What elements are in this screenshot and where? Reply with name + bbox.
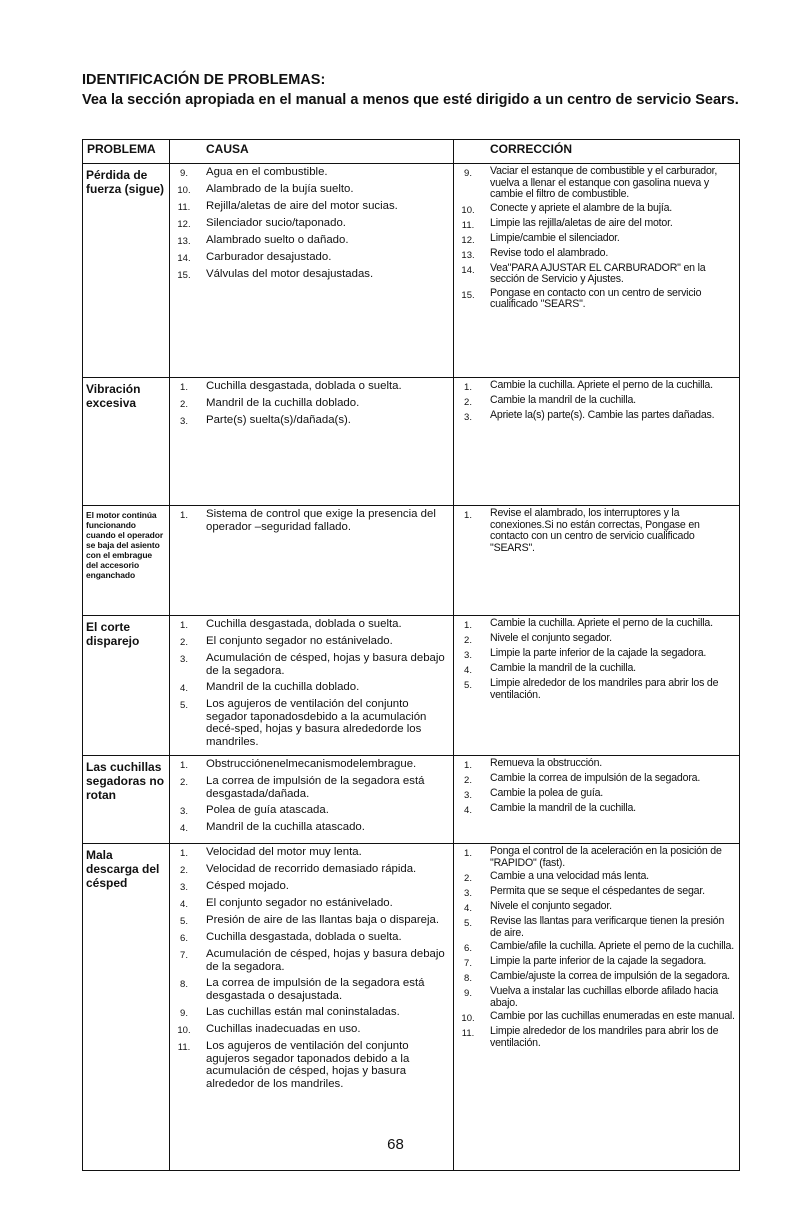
cause-number: 11. (177, 1042, 191, 1053)
correction-item (454, 1026, 739, 1049)
correction-number: 9. (464, 988, 472, 999)
correction-number: 4. (464, 665, 472, 676)
cause-number: 2. (180, 777, 188, 788)
correction-number: 5. (464, 680, 472, 691)
correction-item (454, 648, 739, 661)
cause-text: Mandril de la cuchilla doblado. (206, 397, 360, 409)
correction-item (454, 773, 739, 786)
cause-cell (170, 378, 454, 506)
cause-text: El conjunto segador no estánivelado. (206, 635, 393, 647)
cause-number: 5. (180, 916, 188, 927)
correction-cell (454, 616, 740, 756)
cause-text: Rejilla/aletas de aire del motor sucias. (206, 200, 398, 212)
correction-item (454, 788, 739, 801)
cause-item (170, 880, 453, 893)
cause-number: 10. (177, 185, 191, 196)
cause-number: 1. (180, 760, 188, 771)
cause-number: 5. (180, 700, 188, 711)
correction-text: Conecte y apriete el alambre de la bujía. (490, 201, 673, 214)
correction-text: Cambie a una velocidad más lenta. (490, 870, 649, 882)
cause-item (170, 251, 453, 264)
cause-item (170, 977, 453, 1002)
cause-cell (170, 756, 454, 844)
correction-item (454, 1011, 739, 1024)
correction-number: 2. (464, 635, 472, 646)
correction-number: 11. (461, 1028, 475, 1039)
cause-text: Los agujeros de ventilación del conjunto agujeros segador taponados debido a la acumulación de césped, hojas y basura alrededor de los mandriles. (206, 1040, 410, 1090)
correction-text: Cambie la mandril de la cuchilla. (490, 394, 636, 406)
cause-text: Polea de guía atascada. (206, 804, 329, 816)
correction-text: Cambie/afile la cuchilla. Apriete el perno de la cuchilla. (490, 940, 734, 952)
correction-number: 3. (464, 412, 472, 423)
cause-item (170, 183, 453, 196)
correction-text: Revise el alambrado, los interruptores y la conexiones.Si no están correctas, Pongase en contacto con un centro de servicio cualificado "SEARS". (490, 507, 700, 554)
cause-text: Carburador desajustado. (206, 251, 332, 263)
correction-number: 2. (464, 397, 472, 408)
cause-number: 8. (180, 979, 188, 990)
correction-item (454, 618, 739, 631)
cause-number: 9. (180, 168, 188, 179)
correction-number: 1. (464, 510, 472, 521)
correction-number: 9. (464, 168, 472, 179)
header-problema: PROBLEMA (83, 140, 170, 164)
correction-number: 1. (464, 382, 472, 393)
correction-item (454, 803, 739, 816)
table-row (83, 844, 740, 1171)
cause-item (170, 217, 453, 230)
correction-cell (454, 844, 740, 1171)
problem-cell: Las cuchillas segadoras no rotan (83, 756, 170, 844)
correction-item (454, 971, 739, 984)
cause-number: 2. (180, 865, 188, 876)
cause-number: 4. (180, 683, 188, 694)
cause-cell (170, 164, 454, 378)
problem-cell: Mala descarga del césped (83, 844, 170, 1171)
cause-item (170, 897, 453, 910)
correction-cell (454, 164, 740, 378)
correction-item (454, 678, 739, 701)
cause-text: Alambrado de la bujía suelto. (206, 183, 354, 195)
correction-item (454, 886, 739, 899)
cause-cell (170, 616, 454, 756)
cause-text: Los agujeros de ventilación del conjunto segador taponadosdebido a la acumulación decé-sped, hojas y basura alrededorde los mandriles. (206, 698, 427, 748)
cause-item (170, 681, 453, 694)
correction-item (454, 956, 739, 969)
cause-number: 10. (177, 1025, 191, 1036)
cause-text: Alambrado suelto o dañado. (206, 234, 349, 246)
correction-item (454, 758, 739, 771)
page-heading (82, 71, 742, 109)
correction-number: 10. (461, 204, 475, 216)
cause-number: 1. (180, 510, 188, 521)
cause-item (170, 166, 453, 179)
correction-number: 3. (464, 790, 472, 801)
correction-text: Ponga el control de la aceleración en la posición de "RAPIDO" (fast). (490, 845, 722, 869)
cause-text: Cuchilla desgastada, doblada o suelta. (206, 618, 402, 630)
cause-text: Cuchilla desgastada, doblada o suelta. (206, 931, 402, 943)
cause-text: Cuchillas inadecuadas en uso. (206, 1023, 361, 1035)
correction-text: Cambie la correa de impulsión de la segadora. (490, 772, 701, 784)
correction-text: Remueva la obstrucción. (490, 757, 603, 769)
correction-number: 4. (464, 903, 472, 914)
correction-item (454, 508, 739, 554)
correction-item (454, 916, 739, 939)
correction-text: Cambie por las cuchillas enumeradas en este manual. (490, 1010, 735, 1022)
cause-number: 7. (180, 950, 188, 961)
correction-text: Vaciar el estanque de combustible y el carburador, vuelva a llenar el estanque con gasolina nueva y cambie el filtro de combustible. (490, 165, 718, 200)
cause-item (170, 414, 453, 427)
cause-text: Césped mojado. (206, 880, 289, 892)
cause-number: 2. (180, 399, 188, 410)
correction-number: 1. (464, 848, 472, 859)
correction-number: 7. (464, 958, 472, 969)
correction-number: 14. (461, 264, 475, 276)
cause-number: 1. (180, 620, 188, 631)
correction-text: Vea"PARA AJUSTAR EL CARBURADOR" en la sección de Servicio y Ajustes. (490, 261, 706, 285)
cause-text: Presión de aire de las llantas baja o dispareja. (206, 914, 440, 926)
cause-cell (170, 844, 454, 1171)
correction-text: Cambie la cuchilla. Apriete el perno de la cuchilla. (490, 617, 713, 629)
correction-text: Nivele el conjunto segador. (490, 632, 612, 644)
cause-item (170, 914, 453, 927)
cause-text: Parte(s) suelta(s)/dañada(s). (206, 414, 351, 426)
correction-text: Permita que se seque el céspedantes de segar. (490, 885, 705, 897)
correction-item (454, 288, 739, 311)
cause-item (170, 1006, 453, 1019)
cause-item (170, 380, 453, 393)
correction-text: Limpie/cambie el silenciador. (490, 231, 620, 244)
cause-text: Cuchilla desgastada, doblada o suelta. (206, 380, 402, 392)
cause-number: 14. (177, 253, 191, 264)
correction-text: Limpie la parte inferior de la cajade la segadora. (490, 647, 707, 659)
correction-number: 3. (464, 888, 472, 899)
cause-text: Obstrucciónenelmecanismodelembrague. (206, 758, 417, 770)
cause-item (170, 775, 453, 800)
correction-number: 6. (464, 943, 472, 954)
section-title: IDENTIFICACIÓN DE PROBLEMAS: (82, 72, 326, 88)
header-causa (170, 140, 454, 164)
cause-number: 3. (180, 416, 188, 427)
cause-number: 15. (177, 270, 191, 281)
correction-text: Limpie alrededor de los mandriles para abrir los de ventilación. (490, 677, 719, 701)
cause-item (170, 618, 453, 631)
correction-item (454, 986, 739, 1009)
cause-item (170, 234, 453, 247)
header-correccion-label: CORRECCIÓN (490, 142, 573, 156)
correction-item (454, 166, 739, 201)
correction-item (454, 941, 739, 954)
correction-number: 4. (464, 805, 472, 816)
correction-text: Cambie la mandril de la cuchilla. (490, 662, 636, 674)
cause-text: Silenciador sucio/taponado. (206, 217, 346, 229)
cause-item (170, 652, 453, 677)
table-row (83, 506, 740, 616)
cause-item (170, 804, 453, 817)
correction-item (454, 633, 739, 646)
troubleshooting-table (82, 139, 740, 1171)
correction-text: Apriete la(s) parte(s). Cambie las partes dañadas. (490, 409, 715, 421)
table-row (83, 616, 740, 756)
correction-item (454, 871, 739, 884)
correction-text: Limpie alrededor de los mandriles para abrir los de ventilación. (490, 1025, 719, 1049)
correction-item (454, 233, 739, 246)
cause-text: El conjunto segador no estánivelado. (206, 897, 393, 909)
cause-item (170, 1023, 453, 1036)
cause-number: 11. (177, 202, 191, 213)
correction-number: 10. (461, 1013, 475, 1024)
cause-item (170, 846, 453, 859)
cause-text: Velocidad del motor muy lenta. (206, 846, 362, 858)
cause-number: 3. (180, 882, 188, 893)
cause-item (170, 200, 453, 213)
correction-number: 2. (464, 873, 472, 884)
cause-item (170, 268, 453, 281)
cause-number: 6. (180, 933, 188, 944)
cause-item (170, 635, 453, 648)
correction-text: Cambie la mandril de la cuchilla. (490, 802, 636, 814)
correction-text: Revise todo el alambrado. (490, 246, 609, 259)
correction-item (454, 218, 739, 231)
correction-text: Cambie la cuchilla. Apriete el perno de la cuchilla. (490, 379, 713, 391)
correction-item (454, 263, 739, 286)
correction-item (454, 248, 739, 261)
correction-text: Revise las llantas para verificarque tienen la presión de aire. (490, 915, 725, 939)
cause-text: Sistema de control que exige la presencia del operador –seguridad fallado. (206, 508, 436, 533)
cause-item (170, 698, 453, 748)
cause-number: 1. (180, 848, 188, 859)
correction-number: 1. (464, 620, 472, 631)
cause-text: La correa de impulsión de la segadora está desgastada/dañada. (206, 775, 425, 800)
cause-number: 9. (180, 1008, 188, 1019)
cause-text: Mandril de la cuchilla atascado. (206, 821, 365, 833)
header-correccion (454, 140, 740, 164)
correction-text: Limpie la parte inferior de la cajade la segadora. (490, 955, 707, 967)
correction-item (454, 901, 739, 914)
correction-number: 11. (461, 219, 475, 231)
cause-number: 12. (177, 219, 191, 230)
correction-item (454, 663, 739, 676)
table-row (83, 164, 740, 378)
problem-cell: Vibración excesiva (83, 378, 170, 506)
problem-cell: El motor continúa funcionando cuando el operador se baja del asiento con el embrague del accesorio enganchado (83, 506, 170, 616)
cause-number: 3. (180, 654, 188, 665)
cause-text: Válvulas del motor desajustadas. (206, 268, 374, 280)
cause-text: Mandril de la cuchilla doblado. (206, 681, 360, 693)
cause-item (170, 863, 453, 876)
correction-number: 13. (461, 249, 475, 261)
cause-item (170, 758, 453, 771)
correction-text: Nivele el conjunto segador. (490, 900, 612, 912)
correction-number: 8. (464, 973, 472, 984)
cause-text: Las cuchillas están mal coninstaladas. (206, 1006, 400, 1018)
correction-text: Pongase en contacto con un centro de servicio cualificado "SEARS". (490, 286, 702, 310)
cause-number: 1. (180, 382, 188, 393)
correction-text: Limpie las rejilla/aletas de aire del motor. (490, 216, 673, 229)
cause-cell (170, 506, 454, 616)
correction-cell (454, 756, 740, 844)
correction-text: Vuelva a instalar las cuchillas elborde afilado hacia abajo. (490, 985, 719, 1009)
cause-number: 3. (180, 806, 188, 817)
cause-number: 4. (180, 899, 188, 910)
correction-cell (454, 506, 740, 616)
correction-item (454, 846, 739, 869)
correction-item (454, 203, 739, 216)
table-body (83, 164, 740, 1171)
correction-number: 1. (464, 760, 472, 771)
correction-item (454, 410, 739, 423)
problem-cell: Pérdida de fuerza (sigue) (83, 164, 170, 378)
correction-text: Cambie/ajuste la correa de impulsión de la segadora. (490, 970, 730, 982)
cause-text: Acumulación de césped, hojas y basura debajo de la segadora. (206, 948, 445, 973)
page-number: 68 (387, 1136, 404, 1153)
cause-number: 4. (180, 823, 188, 834)
cause-text: Agua en el combustible. (206, 166, 328, 178)
correction-item (454, 395, 739, 408)
section-instruction: Vea la sección apropiada en el manual a menos que esté dirigido a un centro de servicio Sears. (82, 92, 739, 108)
correction-number: 5. (464, 918, 472, 929)
cause-item (170, 397, 453, 410)
cause-text: La correa de impulsión de la segadora está desgastada o desajustada. (206, 977, 425, 1002)
cause-text: Velocidad de recorrido demasiado rápida. (206, 863, 417, 875)
table-row (83, 378, 740, 506)
cause-number: 2. (180, 637, 188, 648)
correction-item (454, 380, 739, 393)
correction-number: 3. (464, 650, 472, 661)
table-row (83, 756, 740, 844)
cause-text: Acumulación de césped, hojas y basura debajo de la segadora. (206, 652, 445, 677)
problem-cell: El corte disparejo (83, 616, 170, 756)
correction-number: 15. (461, 289, 475, 301)
cause-item (170, 508, 453, 533)
table-header-row (83, 140, 740, 164)
cause-item (170, 948, 453, 973)
cause-number: 13. (177, 236, 191, 247)
cause-item (170, 931, 453, 944)
correction-number: 12. (461, 234, 475, 246)
correction-text: Cambie la polea de guía. (490, 787, 604, 799)
cause-item (170, 821, 453, 834)
correction-cell (454, 378, 740, 506)
cause-item (170, 1040, 453, 1090)
correction-number: 2. (464, 775, 472, 786)
header-causa-label: CAUSA (206, 142, 249, 156)
